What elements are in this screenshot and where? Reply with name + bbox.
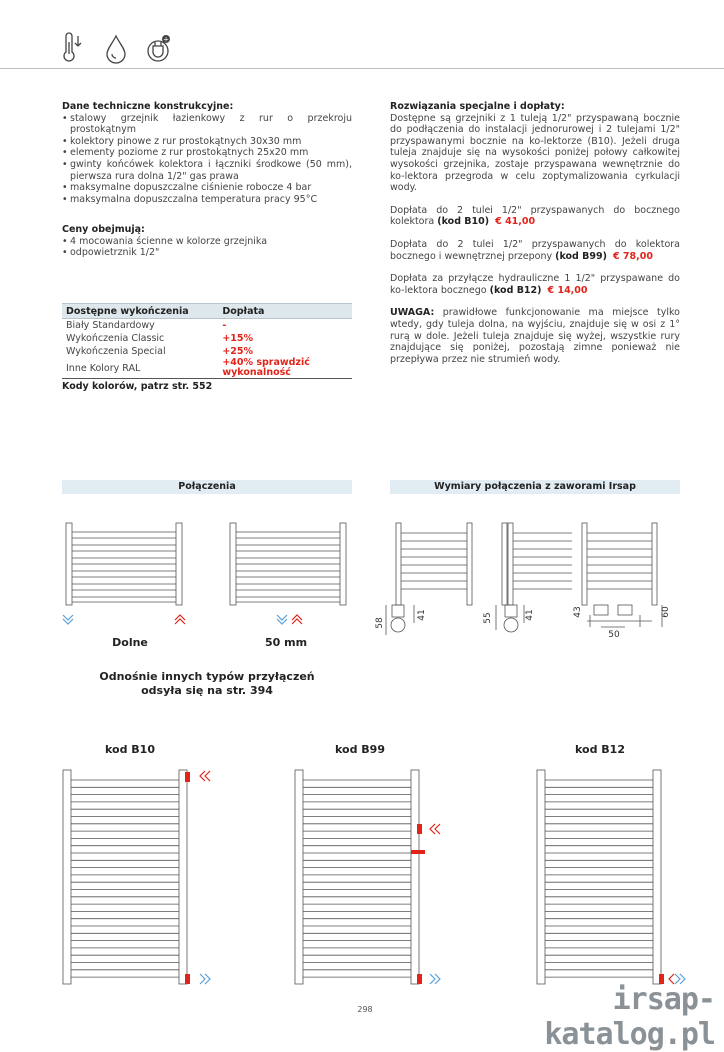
- special-intro: Dostępne są grzejniki z 1 tuleją 1/2" przyspawaną bocznie do podłączenia do instalacji jednorurowej i 2 tulejami 1/2" przyspawanymi bocznie na ko-lektorze (B10). Jeżeli druga tuleja znajduje się na wysokości poniżej połowy całkowitej wysokości grzejnika, zostaje przyspawana wewnętrznie do ko-lektora przegroda w celu zoptymalizowania cyrkulacji wody.: [390, 112, 680, 194]
- electric-plug-icon: [148, 35, 170, 61]
- dimension-diagrams: [372, 515, 682, 645]
- dim-diagram-3: [582, 523, 662, 627]
- dim-diagram-1: [386, 523, 472, 635]
- price-includes-title: Ceny obejmują:: [62, 224, 145, 235]
- special-title: Rozwiązania specjalne i dopłaty:: [390, 101, 565, 112]
- finishes-table-wrap: [62, 303, 352, 392]
- finish-name: Inne Kolory RAL: [66, 362, 141, 374]
- dim-41b: 41: [525, 609, 535, 621]
- technical-section: [62, 101, 352, 205]
- finish-name: Wykończenia Classic: [66, 333, 165, 344]
- warning-label: UWAGA:: [390, 307, 435, 319]
- table-row: [62, 319, 352, 333]
- b10-text: Dopłata do 2 tulei 1/2" przyspawanych do bocznego kolektora: [390, 204, 680, 228]
- arrow-down-icon: [277, 615, 287, 624]
- list-item: • kolektory pinowe z rur prostokątnych 30x30 mm: [62, 136, 352, 148]
- finish-value: -: [222, 320, 227, 331]
- connections-ref-line1: Odnośnie innych typów przyłączeń: [99, 670, 315, 683]
- b99-outlet: [417, 974, 422, 984]
- code-b12-label: kod B12: [575, 743, 625, 756]
- list-item: • maksymalna dopuszczalna temperatura pracy 95°C: [62, 194, 352, 206]
- connections-ref-line2: odsyła się na str. 394: [141, 684, 273, 697]
- code-diagrams: [55, 762, 695, 992]
- dim-50: 50: [608, 630, 620, 640]
- code-b99-label: kod B99: [335, 743, 385, 756]
- radiator-b99-rails: [303, 780, 411, 977]
- radiator-b10-rails: [71, 780, 179, 977]
- label-dolne: Dolne: [112, 636, 148, 649]
- technical-list: [62, 113, 352, 206]
- dimensions-band: Wymiary połączenia z zaworami Irsap: [390, 480, 680, 494]
- price-includes-section: [62, 224, 352, 259]
- finish-value: +15%: [222, 333, 254, 344]
- code-b10-label: kod B10: [105, 743, 155, 756]
- b99-inlet: [417, 824, 422, 834]
- b10-code: (kod B10): [437, 216, 490, 228]
- arrow-left-icon: [430, 824, 440, 834]
- b10-outlet: [185, 974, 190, 984]
- list-item: • maksymalne dopuszczalne ciśnienie robocze 4 bar: [62, 182, 352, 194]
- list-item: • stalowy grzejnik łazienkowy z rur o przekroju prostokątnym: [62, 113, 352, 136]
- list-item: • odpowietrznik 1/2": [62, 247, 352, 259]
- dim-41: 41: [417, 609, 427, 621]
- thermometer-down-icon: [64, 33, 81, 61]
- radiator-50mm: [230, 523, 346, 605]
- b10-price: € 41,00: [495, 216, 536, 228]
- price-includes-list: [62, 236, 352, 259]
- radiator-dolne: [66, 523, 182, 605]
- header-divider: [0, 68, 724, 69]
- finishes-table: [62, 303, 352, 379]
- special-section: [390, 101, 680, 365]
- table-row: [62, 358, 352, 379]
- arrow-up-icon: [175, 615, 185, 624]
- b12-text: Dopłata za przyłącze hydrauliczne 1 1/2" przyspawane do ko-lektora bocznego: [390, 273, 680, 296]
- warning-text: prawidłowe funkcjonowanie ma miejsce tylko wtedy, gdy tuleja dolna, na wyjściu, znajduje się w osi z 1° rurą w dole. Jeżeli tuleja znajduje się wyżej, wszystkie rury znajdujące się poniżej, pozostają zimne ponieważ nie przepływa przez nie strumień wody.: [390, 307, 680, 365]
- dim-58: 58: [375, 617, 385, 629]
- arrow-right-icon: [430, 974, 440, 984]
- arrow-down-icon: [63, 615, 73, 624]
- b12-surcharge: [390, 273, 680, 296]
- connections-band: Połączenia: [62, 480, 352, 494]
- b10-inlet: [185, 772, 190, 782]
- arrow-right-icon: [200, 974, 210, 984]
- label-50mm: 50 mm: [264, 636, 308, 649]
- finishes-header-name: Dostępne wykończenia: [62, 304, 218, 319]
- arrow-up-icon: [292, 615, 302, 624]
- finishes-header-value: Dopłata: [218, 304, 352, 319]
- b99-text: Dopłata do 2 tulei 1/2" przyspawanych do kolektora bocznego i wewnętrznej przepony: [390, 238, 680, 262]
- header-icons: [60, 32, 180, 66]
- b10-surcharge: [390, 205, 680, 228]
- dim-43: 43: [573, 606, 583, 618]
- dim-60: 60: [661, 606, 671, 618]
- color-codes-note: Kody kolorów, patrz str. 552: [62, 381, 213, 392]
- finish-name: Wykończenia Special: [66, 346, 166, 357]
- b12-code: (kod B12): [489, 284, 542, 296]
- b99-code: (kod B99): [555, 250, 607, 262]
- b99-partition: [411, 850, 425, 854]
- connection-diagrams: [58, 515, 358, 635]
- radiator-b12-rails: [545, 780, 653, 977]
- finish-value: +25%: [222, 346, 254, 357]
- arrow-left-icon: [200, 771, 210, 781]
- dim-55: 55: [483, 612, 493, 624]
- list-item: • gwinty końcówek kolektora i łączniki środkowe (50 mm), pierwsza rura dolna 1/2" gas prawa: [62, 159, 352, 182]
- list-item: • elementy poziome z rur prostokątnych 25x20 mm: [62, 147, 352, 159]
- water-drop-icon: [107, 36, 125, 63]
- site-logo: irsap-katalog.pl: [544, 982, 715, 1052]
- technical-title: Dane techniczne konstrukcyjne:: [62, 101, 234, 112]
- warning-note: [390, 307, 680, 365]
- page-number: 298: [357, 1005, 373, 1014]
- finish-name: Biały Standardowy: [66, 320, 155, 331]
- connections-ref: [62, 670, 352, 698]
- list-item: • 4 mocowania ścienne w kolorze grzejnika: [62, 236, 352, 248]
- svg-text:+: +: [163, 35, 169, 44]
- b99-price: € 78,00: [613, 250, 653, 262]
- finish-value: +40% sprawdzić wykonalność: [222, 357, 310, 378]
- b12-price: € 14,00: [547, 284, 588, 296]
- table-row: [62, 332, 352, 345]
- b99-surcharge: [390, 239, 680, 262]
